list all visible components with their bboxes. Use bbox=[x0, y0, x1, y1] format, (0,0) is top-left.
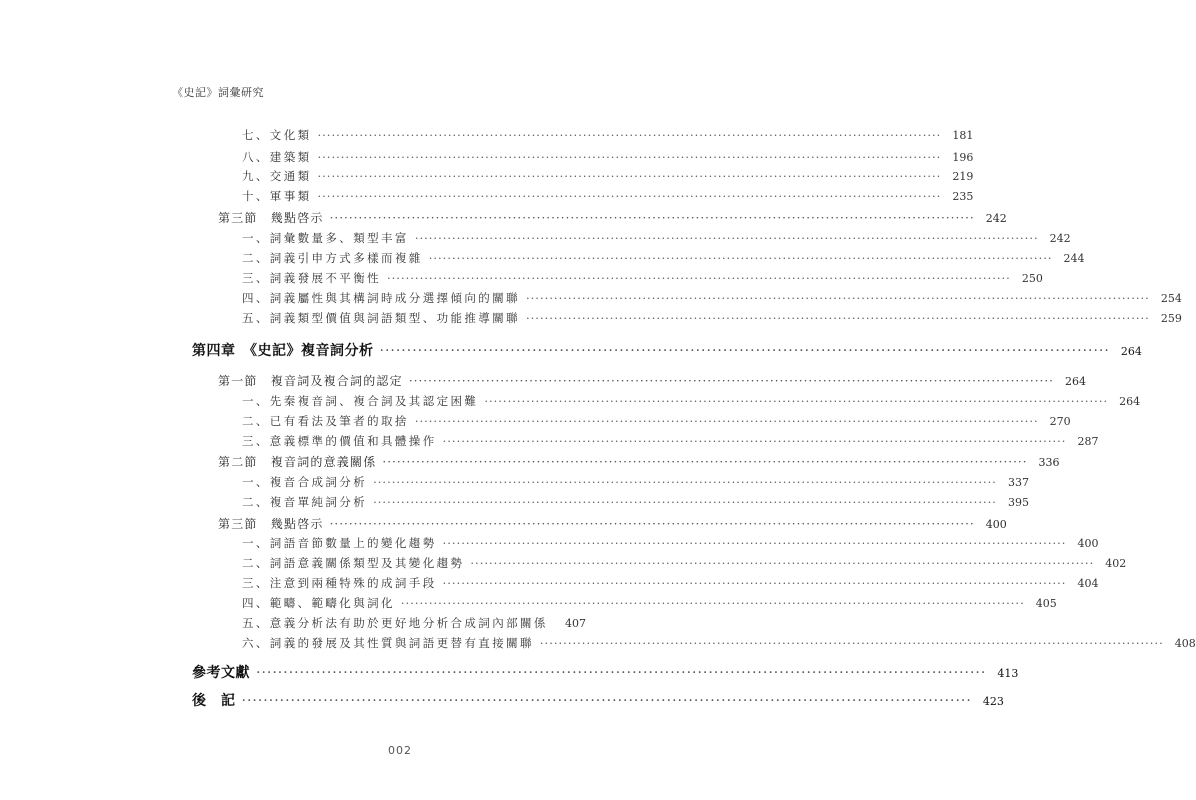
toc-entry-label: 二、詞語意義關係類型及其變化趨勢 bbox=[242, 556, 465, 570]
toc-entry bbox=[242, 393, 1141, 409]
dot-leader: ······································································································································ bbox=[317, 128, 942, 142]
dot-leader: ······································································································································ bbox=[373, 475, 997, 489]
toc-entry-label: 三、詞義發展不平衡性 bbox=[242, 271, 381, 285]
toc-entry-page: 404 bbox=[1077, 577, 1099, 590]
dot-leader: ······································································································································ bbox=[382, 455, 1028, 469]
toc-entry-label: 三、注意到兩種特殊的成詞手段 bbox=[242, 576, 437, 590]
dot-leader: ······································································································································ bbox=[317, 150, 942, 164]
toc-entry-label: 七、文化類 bbox=[242, 128, 312, 142]
toc-section-page: 400 bbox=[985, 518, 1007, 531]
toc-entry bbox=[242, 188, 974, 204]
toc-chapter bbox=[192, 340, 1142, 360]
toc-entry-label: 一、詞語音節數量上的變化趨勢 bbox=[242, 536, 437, 550]
dot-leader: ······································································································································ bbox=[379, 343, 1110, 359]
toc-entry bbox=[242, 149, 974, 165]
toc-entry-label: 二、詞義引申方式多樣而複雜 bbox=[242, 251, 423, 265]
toc-entry-page: 407 bbox=[565, 617, 586, 630]
dot-leader: ······································································································································ bbox=[414, 231, 1039, 245]
toc-section bbox=[218, 209, 1007, 226]
toc-chapter bbox=[192, 662, 1019, 682]
dot-leader: ······································································································································ bbox=[317, 169, 942, 183]
toc-section-page: 242 bbox=[985, 212, 1007, 225]
dot-leader: ······································································································································ bbox=[241, 693, 972, 709]
dot-leader: ······································································································································ bbox=[526, 291, 1150, 305]
toc-entry-label: 九、交通類 bbox=[242, 169, 312, 183]
dot-leader: ······································································································································ bbox=[329, 517, 975, 531]
dot-leader: ······································································································································ bbox=[400, 596, 1025, 610]
toc-entry-page: 287 bbox=[1077, 435, 1099, 448]
running-head: 《史記》詞彙研究 bbox=[172, 86, 264, 99]
toc-entry-label: 二、已有看法及筆者的取捨 bbox=[242, 414, 409, 428]
dot-leader: ······································································································································ bbox=[442, 576, 1067, 590]
toc-entry bbox=[242, 127, 974, 143]
toc-chapter-page: 264 bbox=[1120, 345, 1142, 358]
toc-chapter-page: 413 bbox=[997, 667, 1019, 680]
toc-chapter-label: 第四章 《史記》複音詞分析 bbox=[192, 343, 374, 359]
toc-entry-label: 二、複音單純詞分析 bbox=[242, 495, 368, 509]
page-number: 002 bbox=[388, 744, 412, 757]
toc-entry bbox=[242, 250, 1085, 266]
toc-entry bbox=[242, 413, 1071, 429]
dot-leader: ······································································································································ bbox=[414, 414, 1039, 428]
toc-entry-label: 三、意義標準的價值和具體操作 bbox=[242, 434, 437, 448]
toc-entry-page: 402 bbox=[1105, 557, 1127, 570]
dot-leader: ······································································································································ bbox=[387, 271, 1011, 285]
dot-leader: ······································································································································ bbox=[317, 189, 942, 203]
toc-chapter-label: 參考文獻 bbox=[192, 665, 250, 681]
dot-leader: ······································································································································ bbox=[442, 536, 1067, 550]
toc-section-label: 第三節 幾點啓示 bbox=[218, 517, 324, 531]
toc-entry bbox=[242, 595, 1057, 611]
toc-entry-page: 395 bbox=[1007, 496, 1029, 509]
dot-leader: ······································································································································ bbox=[484, 394, 1109, 408]
toc-entry-page: 254 bbox=[1160, 292, 1182, 305]
toc-entry-page: 244 bbox=[1063, 252, 1085, 265]
toc-entry-page: 400 bbox=[1077, 537, 1099, 550]
dot-leader: ······································································································································ bbox=[470, 556, 1095, 570]
dot-leader: ······································································································································ bbox=[408, 374, 1054, 388]
dot-leader: ······································································································································ bbox=[442, 434, 1067, 448]
toc-entry-page: 408 bbox=[1174, 637, 1196, 650]
toc-entry-page: 259 bbox=[1160, 312, 1182, 325]
toc-entry-label: 五、詞義類型價值與詞語類型、功能推導關聯 bbox=[242, 311, 520, 325]
dot-leader: ······································································································································ bbox=[428, 251, 1053, 265]
toc-section-label: 第二節 複音詞的意義關係 bbox=[218, 455, 377, 469]
toc-entry bbox=[242, 310, 1182, 326]
toc-section-page: 264 bbox=[1064, 375, 1086, 388]
toc-entry-page: 270 bbox=[1049, 415, 1071, 428]
toc-entry-label: 五、意義分析法有助於更好地分析合成詞內部關係 bbox=[242, 616, 548, 630]
toc-entry bbox=[242, 635, 1196, 651]
toc-entry-page: 235 bbox=[952, 190, 974, 203]
toc-entry-label: 四、詞義屬性與其構詞時成分選擇傾向的關聯 bbox=[242, 291, 520, 305]
toc-entry-page: 196 bbox=[952, 151, 974, 164]
toc-chapter bbox=[192, 690, 1004, 710]
toc-entry bbox=[242, 494, 1029, 510]
toc-chapter-label: 後 記 bbox=[192, 693, 236, 709]
toc-entry bbox=[242, 535, 1099, 551]
dot-leader: ······································································································································ bbox=[526, 311, 1150, 325]
dot-leader: ······································································································································ bbox=[373, 495, 997, 509]
toc-entry-page: 181 bbox=[952, 129, 974, 142]
dot-leader: ······································································································································ bbox=[256, 665, 987, 681]
toc-entry bbox=[242, 474, 1029, 490]
toc-entry-page: 405 bbox=[1035, 597, 1057, 610]
toc-entry-label: 十、軍事類 bbox=[242, 189, 312, 203]
toc-entry bbox=[242, 270, 1043, 286]
toc-section bbox=[218, 515, 1007, 532]
toc-entry-label: 六、詞義的發展及其性質與詞語更替有直接關聯 bbox=[242, 636, 534, 650]
toc-entry bbox=[242, 168, 974, 184]
toc-chapter-page: 423 bbox=[982, 695, 1004, 708]
dot-leader: ······································································································································ bbox=[329, 211, 975, 225]
toc-entry-label: 一、複音合成詞分析 bbox=[242, 475, 368, 489]
dot-leader: ······································································································································ bbox=[539, 636, 1164, 650]
toc-entry-label: 八、建築類 bbox=[242, 150, 312, 164]
toc-section-label: 第三節 幾點啓示 bbox=[218, 211, 324, 225]
toc-section-page: 336 bbox=[1038, 456, 1060, 469]
toc-entry bbox=[242, 433, 1099, 449]
toc-entry-label: 一、先秦複音詞、複合詞及其認定困難 bbox=[242, 394, 479, 408]
toc-entry bbox=[242, 555, 1127, 571]
toc-entry-page: 219 bbox=[952, 170, 974, 183]
toc-entry-label: 一、詞彙數量多、類型丰富 bbox=[242, 231, 409, 245]
toc-section bbox=[218, 453, 1060, 470]
toc-entry-page: 264 bbox=[1119, 395, 1141, 408]
toc-entry-label: 四、範疇、範疇化與詞化 bbox=[242, 596, 395, 610]
toc-entry bbox=[242, 290, 1182, 306]
toc-entry bbox=[242, 575, 1099, 591]
toc-section-label: 第一節 複音詞及複合詞的認定 bbox=[218, 374, 403, 388]
toc-section bbox=[218, 372, 1086, 389]
toc-entry-page: 337 bbox=[1007, 476, 1029, 489]
toc-entry bbox=[242, 230, 1071, 246]
toc-entry-page: 242 bbox=[1049, 232, 1071, 245]
toc-entry bbox=[242, 615, 586, 631]
toc-entry-page: 250 bbox=[1021, 272, 1043, 285]
